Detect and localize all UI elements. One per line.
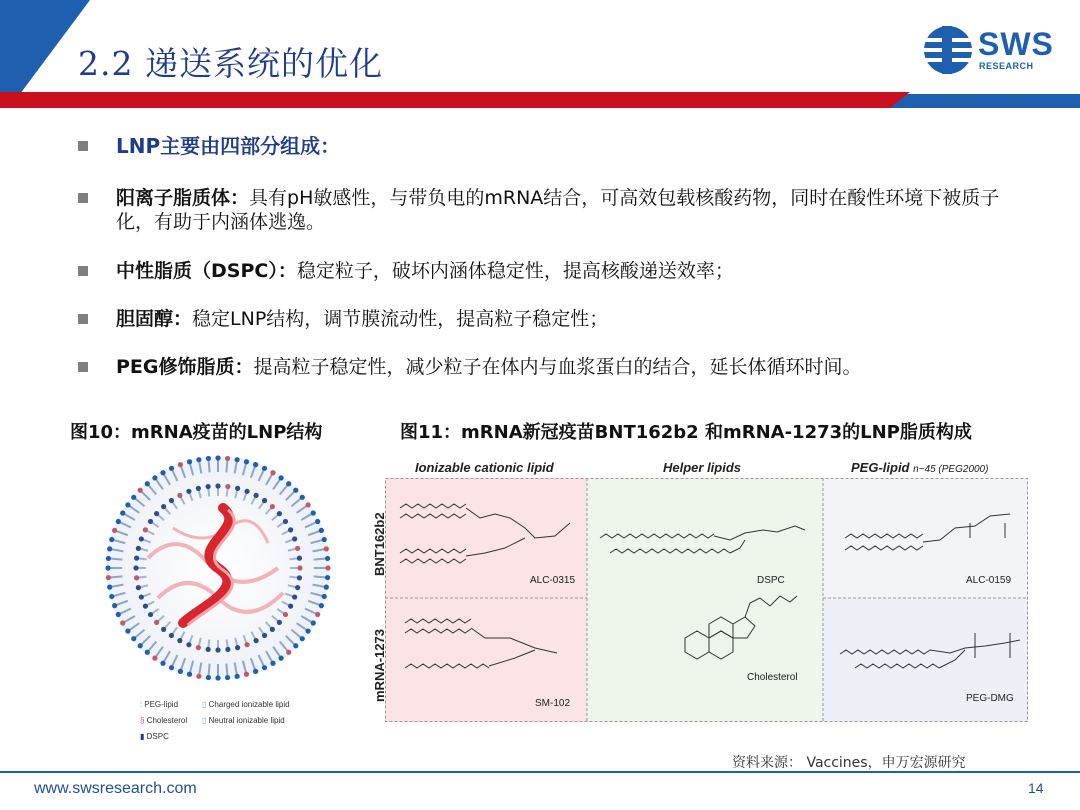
bullet-lead: 胆固醇： [116, 308, 193, 330]
molecule-label: ALC-0159 [966, 575, 1012, 586]
bullet-text: 提高粒子稳定性，减少粒子在体内与血浆蛋白的结合，延长体循环时间。 [253, 356, 862, 378]
sws-globe-icon [922, 24, 974, 76]
peg-lipid-icon: ⫶ [140, 700, 142, 709]
lipid-composition-figure [372, 452, 1030, 724]
lnp-structure-illustration [88, 448, 348, 688]
figure-10-caption: 图10：mRNA疫苗的LNP结构 [70, 422, 323, 443]
molecule-label: PEG-DMG [966, 693, 1014, 704]
bullet-text: 具有pH敏感性，与带负电的mRNA结合，可高效包载核酸药物，同时在酸性环境下被质子化，有助于内涵体逃逸。 [116, 187, 1000, 233]
legend-item: Charged ionizable lipid [208, 700, 290, 709]
dspc-icon: ▮ [140, 732, 145, 741]
bullet-lead: 阳离子脂质体： [116, 187, 250, 209]
col-header-peg-label: PEG-lipid [851, 460, 910, 475]
source-note: 资料来源： Vaccines，申万宏源研究 [732, 755, 966, 771]
lipid-structure-grid [385, 478, 1030, 724]
logo-text: SWS [978, 26, 1054, 62]
footer-divider [0, 771, 1080, 773]
sws-logo [922, 24, 1062, 80]
bullet-square [78, 314, 88, 324]
bullet-lead: 中性脂质（DSPC）： [116, 260, 297, 282]
neutral-lipid-icon: ▯ [202, 716, 207, 725]
bullet-text: 稳定LNP结构，调节膜流动性，提高粒子稳定性； [192, 308, 609, 330]
col-header-helper: Helper lipids [663, 460, 742, 475]
bullet-text: 稳定粒子，破坏内涵体稳定性，提高核酸递送效率； [296, 260, 734, 282]
legend-item: Cholesterol [146, 716, 188, 725]
cholesterol-icon: § [140, 716, 145, 725]
bullet-square [78, 266, 88, 276]
bullet-square [78, 193, 88, 203]
molecule-label: DSPC [757, 575, 785, 586]
molecule-label: ALC-0315 [530, 575, 576, 586]
molecule-label: SM-102 [535, 698, 571, 709]
bullet-lead: PEG修饰脂质： [116, 356, 254, 378]
legend-item: DSPC [146, 732, 169, 741]
bullet-square [78, 141, 88, 151]
legend-item: Neutral ionizable lipid [208, 716, 285, 725]
molecule-label: Cholesterol [747, 672, 798, 683]
col-header-ionizable: Ionizable cationic lipid [415, 460, 554, 475]
logo-subtext: RESEARCH [979, 61, 1034, 71]
bullet-lead: LNP主要由四部分组成： [116, 134, 341, 158]
page-title: 2.2 递送系统的优化 [78, 44, 383, 83]
bullet-square [78, 362, 88, 372]
row-label-mrna-1273: mRNA-1273 [372, 629, 387, 702]
footer-website-link[interactable]: www.swsresearch.com [34, 780, 197, 797]
row-label-bnt162b2: BNT162b2 [372, 512, 387, 576]
col-header-peg [851, 460, 988, 475]
figure-11-caption: 图11：mRNA新冠疫苗BNT162b2 和mRNA-1273的LNP脂质构成 [400, 422, 972, 443]
page-number: 14 [1028, 780, 1044, 796]
peg-note: n~45 (PEG2000) [913, 464, 989, 475]
legend-item: PEG-lipid [144, 700, 179, 709]
charged-lipid-icon: ▯ [202, 700, 207, 709]
